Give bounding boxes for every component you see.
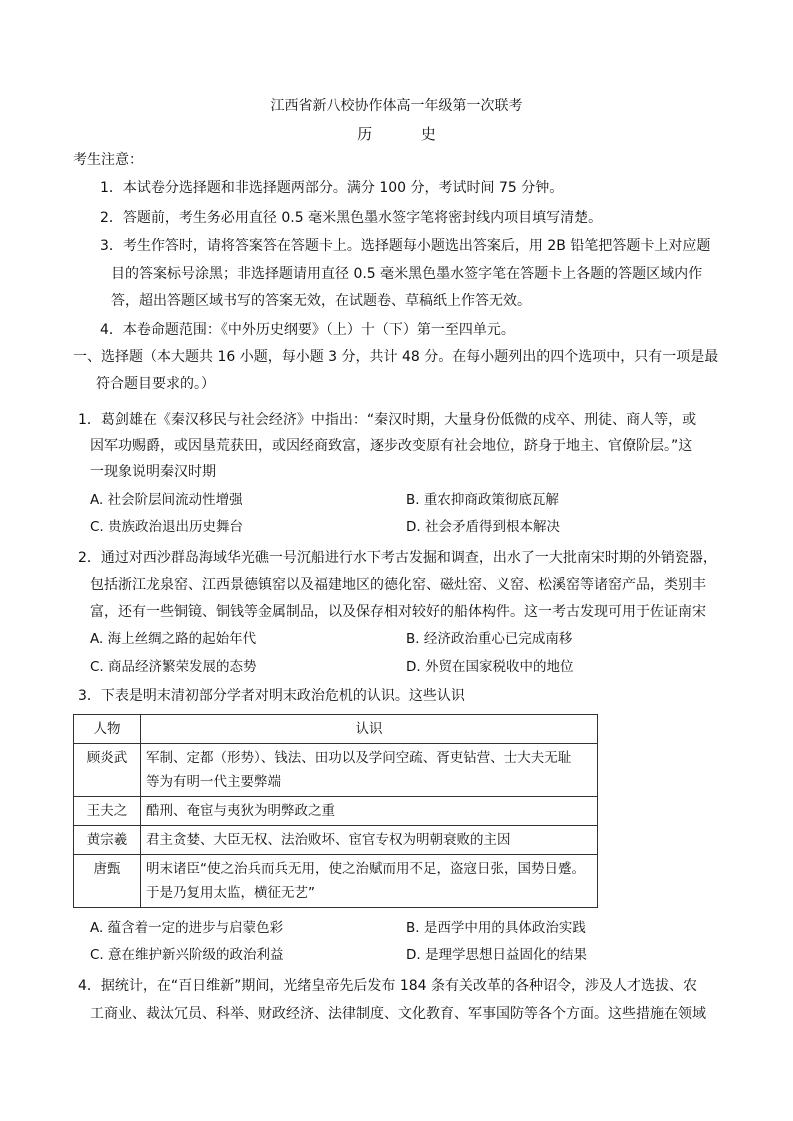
q3-option-c: C. 意在维护新兴阶级的政治利益 <box>90 947 284 963</box>
table-cell-view <box>141 744 598 797</box>
q2-option-b: B. 经济政治重心已完成南移 <box>406 631 573 647</box>
question-4-line: 工商业、裁汰冗员、科举、财政经济、法律制度、文化教育、军事国防等各个方面。这些措施在领域 <box>90 1006 706 1022</box>
notice-item: 2．答题前，考生务必用直径 0.5 毫米黑色墨水签字笔将密封线内项目填写清楚。 <box>100 210 603 226</box>
question-2-line: 富，还有一些铜镜、铜钱等金属制品，以及保存相对较好的船体构件。这一考古发现可用于佐证南宋 <box>90 604 706 620</box>
table-cell-line: 等为有明一代主要弊端 <box>146 774 281 790</box>
scholars-table <box>73 714 598 908</box>
exam-title: 江西省新八校协作体高一年级第一次联考 <box>270 98 523 114</box>
q2-option-a: A. 海上丝绸之路的起始年代 <box>90 631 257 647</box>
notice-item: 3．考生作答时，请将答案答在答题卡上。选择题每小题选出答案后，用 2B 铅笔把答题卡上对应题 <box>100 238 711 254</box>
question-1-line: 1．葛剑雄在《秦汉移民与社会经济》中指出：“秦汉时期，大量身份低微的戍卒、刑徒、商人等，或 <box>78 412 697 428</box>
question-2-line: 包括浙江龙泉窑、江西景德镇窑以及福建地区的德化窑、磁灶窑、义窑、松溪窑等诸窑产品，类别丰 <box>90 577 706 593</box>
table-cell-view <box>141 855 598 908</box>
table-cell-line: 于是乃复用太监，横征无艺” <box>146 885 315 901</box>
table-cell-line: 军制、定都（形势）、钱法、田功以及学问空疏、胥吏钻营、士大夫无耻 <box>146 750 572 766</box>
table-cell-person: 黄宗羲 <box>74 826 141 855</box>
question-3-stem: 3．下表是明末清初部分学者对明末政治危机的认识。这些认识 <box>78 688 465 704</box>
q1-option-d: D. 社会矛盾得到根本解决 <box>406 519 560 535</box>
table-cell-person: 顾炎武 <box>74 744 141 797</box>
subject-title: 历 史 <box>357 125 458 143</box>
question-1-line: 一现象说明秦汉时期 <box>90 464 216 480</box>
table-row <box>74 797 598 826</box>
notice-item: 1．本试卷分选择题和非选择题两部分。满分 100 分，考试时间 75 分钟。 <box>100 180 564 196</box>
q1-option-b: B. 重农抑商政策彻底瓦解 <box>406 492 559 508</box>
q3-option-d: D. 是理学思想日益固化的结果 <box>406 947 587 963</box>
q1-option-c: C. 贵族政治退出历史舞台 <box>90 519 244 535</box>
table-row <box>74 744 598 797</box>
section-heading-cont: 符合题目要求的。） <box>96 376 215 392</box>
table-row <box>74 855 598 908</box>
q3-option-b: B. 是西学中用的具体政治实践 <box>406 920 586 936</box>
question-4-line: 4．据统计，在“百日维新”期间，光绪皇帝先后发布 184 条有关改革的各种诏令，涉及人才选拔、农 <box>78 978 698 994</box>
table-cell-view: 君主贪婪、大臣无权、法治败坏、宦官专权为明朝衰败的主因 <box>141 826 598 855</box>
table-header-cell: 人物 <box>74 715 141 744</box>
table-cell-line: 明末诸臣“使之治兵而兵无用，使之治赋而用不足，盗寇日张，国势日蹙。 <box>146 861 585 877</box>
q2-option-d: D. 外贸在国家税收中的地位 <box>406 659 574 675</box>
table-cell-person: 王夫之 <box>74 797 141 826</box>
table-row <box>74 826 598 855</box>
table-cell-view: 酷刑、奄宦与夷狄为明弊政之重 <box>141 797 598 826</box>
q2-option-c: C. 商品经济繁荣发展的态势 <box>90 659 257 675</box>
notice-item: 4．本卷命题范围：《中外历史纲要》（上）十（下）第一至四单元。 <box>100 322 515 338</box>
table-cell-person: 唐甄 <box>74 855 141 908</box>
table-header-cell: 认识 <box>141 715 598 744</box>
notice-item: 目的答案标号涂黑；非选择题请用直径 0.5 毫米黑色墨水签字笔在答题卡上各题的答题区域内作 <box>111 266 703 282</box>
section-heading: 一、选择题（本大题共 16 小题，每小题 3 分，共计 48 分。在每小题列出的四个选项中，只有一项是最 <box>73 349 719 365</box>
notice-heading: 考生注意： <box>73 152 143 168</box>
q3-option-a: A. 蕴含着一定的进步与启蒙色彩 <box>90 920 284 936</box>
notice-item: 答，超出答题区域书写的答案无效，在试题卷、草稿纸上作答无效。 <box>111 293 531 309</box>
question-1-line: 因军功赐爵，或因垦荒获田，或因经商致富，逐步改变原有社会地位，跻身于地主、官僚阶层。”这 <box>90 438 693 454</box>
q1-option-a: A. 社会阶层间流动性增强 <box>90 492 243 508</box>
table-header-row <box>74 715 598 744</box>
question-2-line: 2．通过对西沙群岛海域华光礁一号沉船进行水下考古发掘和调查，出水了一大批南宋时期的外销瓷器， <box>78 550 717 566</box>
